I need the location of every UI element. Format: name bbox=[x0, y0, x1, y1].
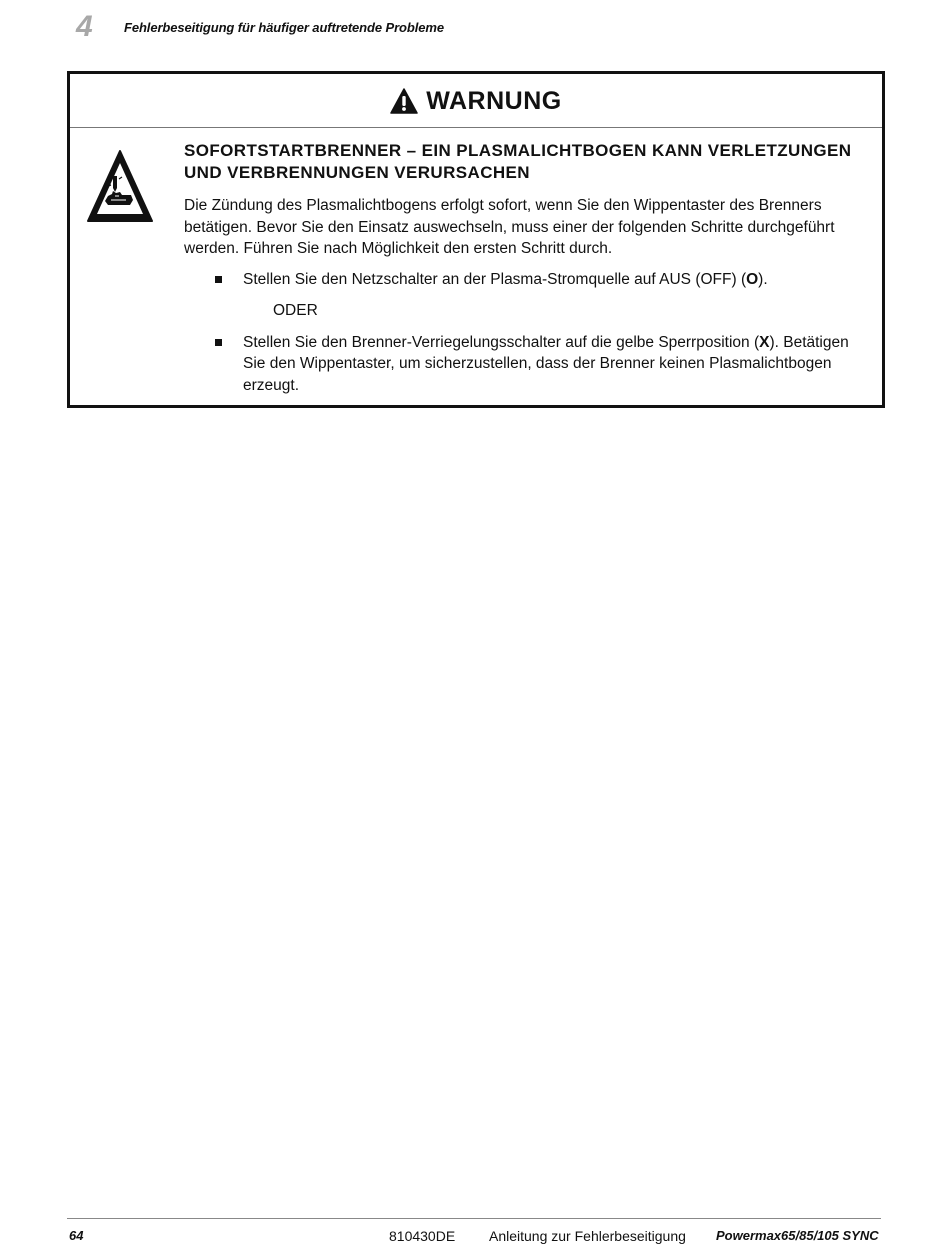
hazard-title-line2: UND VERBRENNUNGEN VERURSACHEN bbox=[184, 163, 530, 182]
step-list bbox=[184, 269, 874, 291]
product-name: Powermax65/85/105 SYNC bbox=[716, 1228, 879, 1243]
bullet-square-icon bbox=[215, 276, 222, 283]
chapter-title: Fehlerbeseitigung für häufiger auftretende Probleme bbox=[124, 20, 444, 35]
lock-symbol: X bbox=[759, 333, 770, 351]
hazard-title-line1: SOFORTSTARTBRENNER – EIN PLASMALICHTBOGEN KANN VERLETZUNGEN bbox=[184, 141, 852, 160]
step-text: Stellen Sie den Brenner-Verriegelungsschalter auf die gelbe Sperrposition ( bbox=[243, 333, 760, 351]
off-symbol: O bbox=[746, 270, 759, 288]
chapter-number: 4 bbox=[76, 10, 93, 43]
list-item bbox=[184, 332, 874, 397]
step-text-end: ). bbox=[758, 270, 768, 288]
or-separator: ODER bbox=[273, 302, 318, 319]
page-number: 64 bbox=[69, 1228, 84, 1243]
warning-box bbox=[67, 71, 885, 408]
warning-content bbox=[184, 140, 874, 396]
warning-label: WARNUNG bbox=[426, 86, 562, 115]
step-text-end: ). Betätigen Sie den Wippentaster, um sicherzustellen, dass der Brenner keinen Plasmalichtbogen erzeugt. bbox=[243, 333, 849, 394]
warning-triangle-icon bbox=[390, 88, 418, 114]
list-item bbox=[184, 269, 874, 291]
torch-hand-hazard-icon bbox=[86, 148, 154, 224]
page-header bbox=[0, 0, 950, 60]
warning-header bbox=[70, 74, 882, 128]
bullet-square-icon bbox=[215, 339, 222, 346]
hazard-title bbox=[184, 140, 874, 184]
document-number: 810430DE bbox=[389, 1228, 456, 1244]
step-list bbox=[184, 332, 874, 397]
document-title: Anleitung zur Fehlerbeseitigung bbox=[489, 1228, 686, 1244]
step-text: Stellen Sie den Netzschalter an der Plasma-Stromquelle auf AUS (OFF) ( bbox=[243, 270, 747, 288]
hazard-description: Die Zündung des Plasmalichtbogens erfolgt sofort, wenn Sie den Wippentaster des Brenners betätigen. Bevor Sie den Einsatz auswechseln, muss einer der folgenden Schritte durchgeführt werden. Führen Sie nach Möglichkeit den ersten Schritt durch. bbox=[184, 197, 835, 257]
footer-divider bbox=[67, 1218, 881, 1219]
